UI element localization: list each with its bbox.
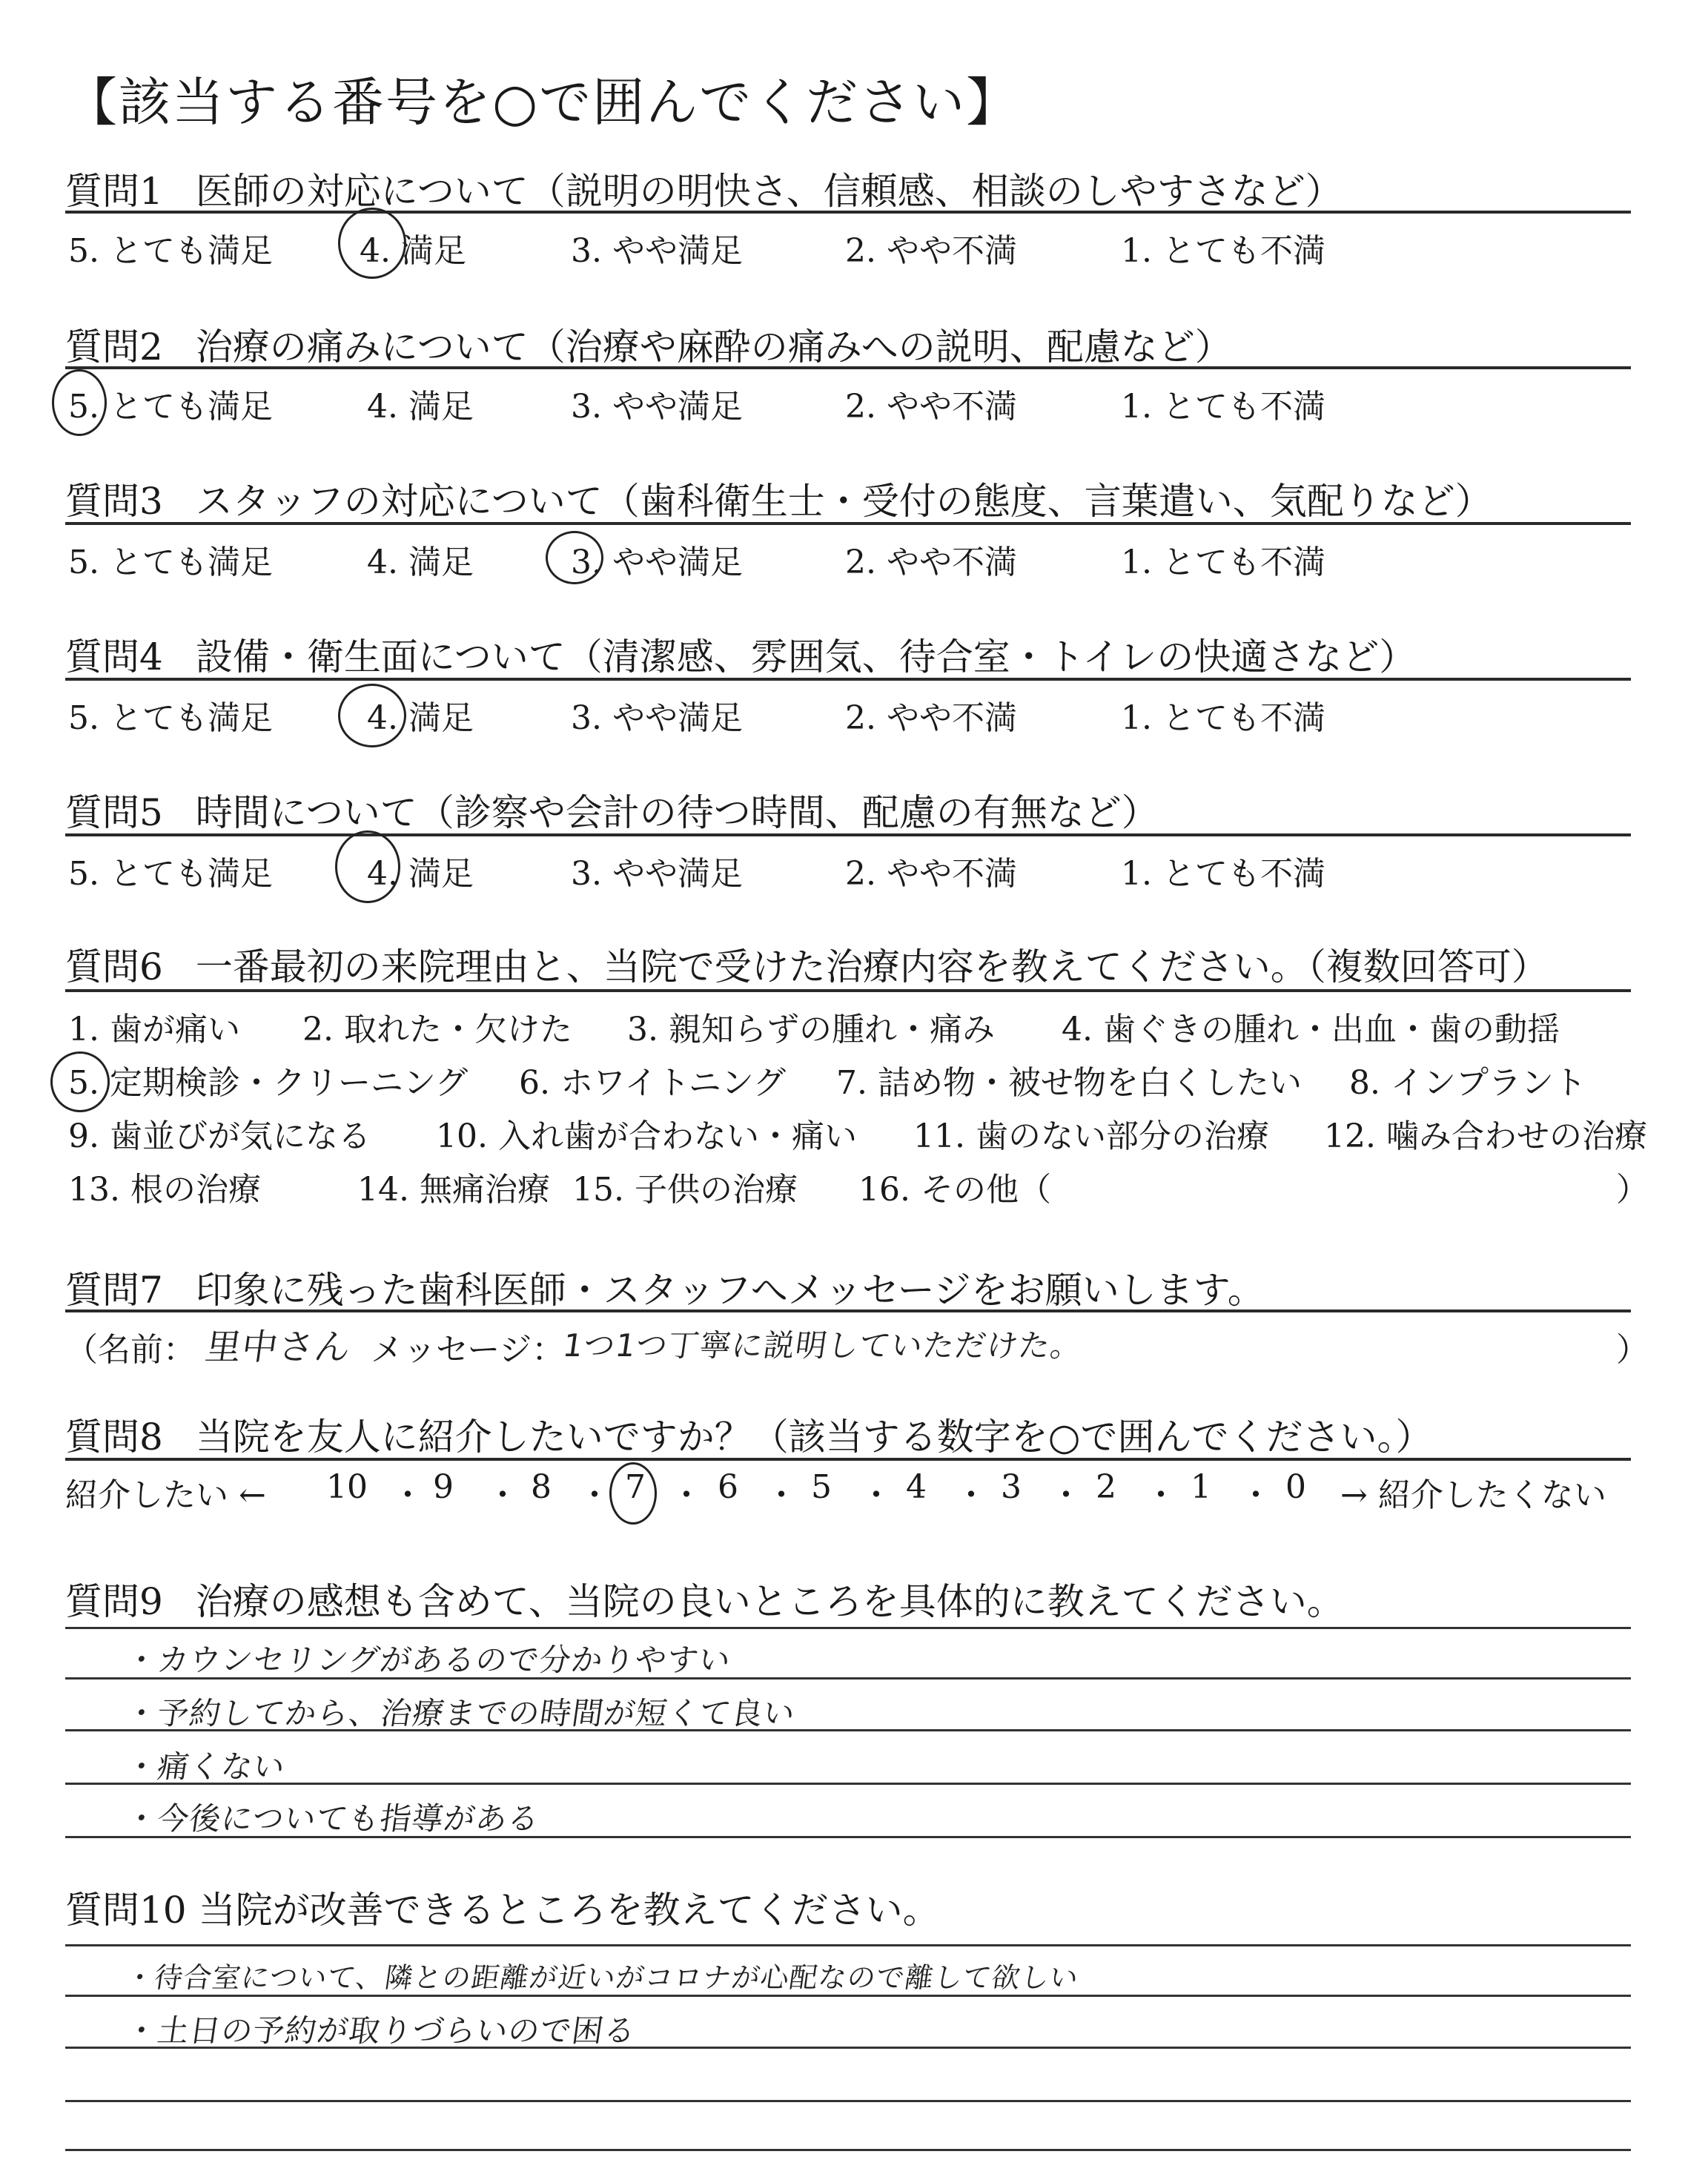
q8-scale-10[interactable]: 10 xyxy=(326,1468,368,1506)
q9-answer-1[interactable]: ・カウンセリングがあるので分かりやすい xyxy=(123,1642,734,1678)
q8-scale-8[interactable]: 8 xyxy=(531,1468,552,1506)
q1-option-2[interactable]: 2. やや不満 xyxy=(845,232,1017,270)
question-1-rule xyxy=(65,211,1631,214)
q8-dot: ・ xyxy=(955,1476,987,1514)
question-3-number: 質問3 xyxy=(65,480,163,523)
question-2-text: 治療の痛みについて（治療や麻酔の痛みへの説明、配慮など） xyxy=(195,326,1232,369)
q6-item-2[interactable]: 2. 取れた・欠けた xyxy=(302,1011,572,1048)
question-10-heading xyxy=(65,1880,940,1934)
q8-dot: ・ xyxy=(860,1476,893,1514)
q8-scale-5[interactable]: 5 xyxy=(811,1468,832,1506)
q2-option-2[interactable]: 2. やや不満 xyxy=(845,388,1017,426)
q8-dot: ・ xyxy=(1145,1476,1177,1514)
q9-answer-2[interactable]: ・予約してから、治療までの時間が短くて良い xyxy=(123,1695,798,1731)
q3-option-4[interactable]: 4. 満足 xyxy=(367,544,474,581)
q5-option-1[interactable]: 1. とても不満 xyxy=(1121,855,1325,893)
question-8-rule xyxy=(65,1458,1631,1461)
q5-selection-circle xyxy=(335,830,400,903)
question-5-text: 時間について（診察や会計の待つ時間、配慮の有無など） xyxy=(195,791,1159,834)
question-8-text: 当院を友人に紹介したいですか？（該当する数字を○で囲んでください。） xyxy=(195,1416,1433,1459)
q8-scale-9[interactable]: 9 xyxy=(433,1468,454,1506)
question-1-heading xyxy=(65,162,1343,215)
q6-item-1[interactable]: 1. 歯が痛い xyxy=(68,1011,240,1048)
question-7-rule xyxy=(65,1309,1631,1312)
q8-scale-2[interactable]: 2 xyxy=(1096,1468,1116,1506)
question-4-text: 設備・衛生面について（清潔感、雰囲気、待合室・トイレの快適さなど） xyxy=(195,635,1417,678)
question-6-rule xyxy=(65,989,1631,992)
q8-scale-6[interactable]: 6 xyxy=(718,1468,738,1506)
question-4-rule xyxy=(65,678,1631,681)
q10-answer-1[interactable]: ・待合室について、隣との距離が近いがコロナが心配なので離して欲しい xyxy=(123,1961,1082,1994)
q6-item-7[interactable]: 7. 詰め物・被せ物を白くしたい xyxy=(836,1064,1302,1102)
q8-scale-0[interactable]: 0 xyxy=(1285,1468,1306,1506)
q1-option-4[interactable]: 4. 満足 xyxy=(360,232,466,270)
question-9-number: 質問9 xyxy=(65,1580,163,1623)
q6-item-8[interactable]: 8. インプラント xyxy=(1349,1064,1586,1102)
q7-close-paren: ） xyxy=(1616,1331,1649,1369)
question-5-number: 質問5 xyxy=(65,791,163,834)
q6-item-11[interactable]: 11. 歯のない部分の治療 xyxy=(913,1117,1269,1155)
q1-selection-circle xyxy=(338,208,406,279)
q6-item-12[interactable]: 12. 噛み合わせの治療 xyxy=(1324,1117,1647,1155)
q4-option-1[interactable]: 1. とても不満 xyxy=(1121,699,1325,737)
q6-item-16[interactable]: 16. その他（ xyxy=(858,1171,1051,1209)
question-6-heading xyxy=(65,937,1549,991)
question-1-text: 医師の対応について（説明の明快さ、信頼感、相談のしやすさなど） xyxy=(195,170,1343,213)
q5-option-2[interactable]: 2. やや不満 xyxy=(845,855,1017,893)
q3-selection-circle xyxy=(546,531,603,584)
q4-selection-circle xyxy=(338,684,406,747)
question-5-heading xyxy=(65,783,1159,836)
question-2-number: 質問2 xyxy=(65,326,163,369)
question-9-heading xyxy=(65,1572,1344,1625)
q9-answer-line xyxy=(65,1627,1631,1629)
question-7-heading xyxy=(65,1261,1265,1314)
q9-answer-line xyxy=(65,1783,1631,1785)
q2-selection-circle xyxy=(52,369,107,436)
q3-option-5[interactable]: 5. とても満足 xyxy=(68,544,273,581)
q9-answer-4[interactable]: ・今後についても指導がある xyxy=(123,1800,543,1837)
q5-option-4[interactable]: 4. 満足 xyxy=(367,855,474,893)
form-title: 【該当する番号を○で囲んでください】 xyxy=(65,72,1020,133)
q1-option-1[interactable]: 1. とても不満 xyxy=(1121,232,1325,270)
q8-left-label: 紹介したい ← xyxy=(65,1476,266,1514)
q5-option-5[interactable]: 5. とても満足 xyxy=(68,855,273,893)
question-8-heading xyxy=(65,1407,1432,1461)
question-5-rule xyxy=(65,833,1631,836)
q6-selection-circle xyxy=(50,1051,110,1112)
q7-name-value[interactable]: 里中さん xyxy=(202,1327,354,1368)
question-3-rule xyxy=(65,522,1631,525)
q4-option-4[interactable]: 4. 満足 xyxy=(367,699,474,737)
q6-item-5[interactable]: 5. 定期検診・クリーニング xyxy=(68,1064,469,1102)
q8-dot: ・ xyxy=(1050,1476,1082,1514)
question-4-heading xyxy=(65,627,1416,681)
q6-close-paren: ） xyxy=(1616,1171,1649,1209)
q2-option-1[interactable]: 1. とても不満 xyxy=(1121,388,1325,426)
question-4-number: 質問4 xyxy=(65,635,163,678)
q4-option-5[interactable]: 5. とても満足 xyxy=(68,699,273,737)
q8-scale-1[interactable]: 1 xyxy=(1191,1468,1211,1506)
q8-dot: ・ xyxy=(486,1476,519,1514)
q8-scale-3[interactable]: 3 xyxy=(1001,1468,1022,1506)
question-1-number: 質問1 xyxy=(65,170,163,213)
q4-option-3[interactable]: 3. やや満足 xyxy=(571,699,743,737)
q4-option-2[interactable]: 2. やや不満 xyxy=(845,699,1017,737)
question-2-rule xyxy=(65,366,1631,369)
q6-item-4[interactable]: 4. 歯ぐきの腫れ・出血・歯の動揺 xyxy=(1062,1011,1560,1048)
q8-dot: ・ xyxy=(578,1476,611,1514)
q1-option-5[interactable]: 5. とても満足 xyxy=(68,232,273,270)
question-8-number: 質問8 xyxy=(65,1416,163,1459)
q9-answer-3[interactable]: ・痛くない xyxy=(123,1748,288,1785)
q6-item-13[interactable]: 13. 根の治療 xyxy=(68,1171,261,1209)
q10-answer-line xyxy=(65,1944,1631,1946)
question-10-number: 質問10 xyxy=(65,1889,187,1932)
q6-item-3[interactable]: 3. 親知らずの腫れ・痛み xyxy=(627,1011,995,1048)
q8-right-label: → 紹介したくない xyxy=(1340,1476,1606,1514)
question-6-text: 一番最初の来院理由と、当院で受けた治療内容を教えてください。（複数回答可） xyxy=(195,945,1549,988)
q8-dot: ・ xyxy=(670,1476,703,1514)
q1-option-3[interactable]: 3. やや満足 xyxy=(571,232,743,270)
question-2-heading xyxy=(65,317,1232,371)
q8-dot: ・ xyxy=(765,1476,798,1514)
q6-item-6[interactable]: 6. ホワイトニング xyxy=(519,1064,787,1102)
q7-message-value[interactable]: 1つ1つ丁寧に説明していただけた。 xyxy=(560,1327,1085,1364)
q2-option-4[interactable]: 4. 満足 xyxy=(367,388,474,426)
question-3-text: スタッフの対応について（歯科衛生士・受付の態度、言葉遣い、気配りなど） xyxy=(195,480,1492,523)
q8-scale-7[interactable]: 7 xyxy=(625,1468,646,1506)
question-9-text: 治療の感想も含めて、当院の良いところを具体的に教えてください。 xyxy=(195,1580,1344,1623)
q2-option-3[interactable]: 3. やや満足 xyxy=(571,388,743,426)
q2-option-5[interactable]: 5. とても満足 xyxy=(68,388,273,426)
q6-item-10[interactable]: 10. 入れ歯が合わない・痛い xyxy=(436,1117,857,1155)
q8-selection-circle xyxy=(609,1462,657,1525)
q8-dot: ・ xyxy=(1239,1476,1272,1514)
q7-message-label: メッセージ： xyxy=(371,1331,565,1369)
q8-dot: ・ xyxy=(391,1476,424,1514)
question-3-heading xyxy=(65,472,1492,525)
question-6-number: 質問6 xyxy=(65,945,163,988)
q6-item-15[interactable]: 15. 子供の治療 xyxy=(572,1171,798,1209)
q3-option-3[interactable]: 3. やや満足 xyxy=(571,544,743,581)
question-10-text: 当院が改善できるところを教えてください。 xyxy=(198,1889,940,1932)
q6-item-14[interactable]: 14. 無痛治療 xyxy=(357,1171,550,1209)
q6-item-9[interactable]: 9. 歯並びが気になる xyxy=(68,1117,371,1155)
question-7-text: 印象に残った歯科医師・スタッフへメッセージをお願いします。 xyxy=(195,1269,1265,1312)
q3-option-1[interactable]: 1. とても不満 xyxy=(1121,544,1325,581)
q10-answer-line xyxy=(65,2100,1631,2102)
q3-option-2[interactable]: 2. やや不満 xyxy=(845,544,1017,581)
q10-answer-2[interactable]: ・土日の予約が取りづらいので困る xyxy=(123,2012,639,2049)
q10-answer-line xyxy=(65,2149,1631,2151)
q7-name-label: （名前： xyxy=(65,1331,196,1369)
q8-scale-4[interactable]: 4 xyxy=(906,1468,927,1506)
question-7-number: 質問7 xyxy=(65,1269,163,1312)
q5-option-3[interactable]: 3. やや満足 xyxy=(571,855,743,893)
